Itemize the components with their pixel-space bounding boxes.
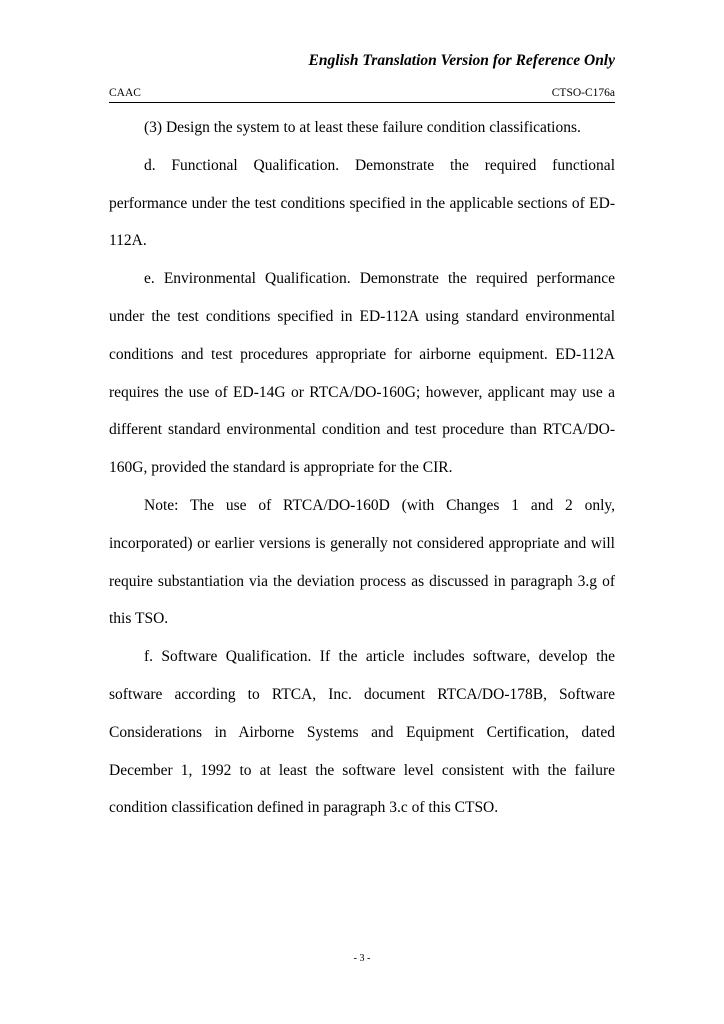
document-body <box>109 109 615 827</box>
page-header <box>109 85 615 103</box>
paragraph-software-qualification: f. Software Qualification. If the article includes software, develop the software according to RTCA, Inc. document RTCA/DO-178B, Software Considerations in Airborne Systems and Equipment Certification, dated December 1, 1992 to at least the software level consistent with the failure condition classification defined in paragraph 3.c of this CTSO. <box>109 648 615 817</box>
paragraph-design-system: (3) Design the system to at least these failure condition classifications. <box>144 119 581 136</box>
header-organization: CAAC <box>109 87 141 99</box>
header-document-id: CTSO-C176a <box>551 87 615 99</box>
page-number: - 3 - <box>353 953 371 964</box>
paragraph-note: Note: The use of RTCA/DO-160D (with Changes 1 and 2 only, incorporated) or earlier versions is generally not considered appropriate and will require substantiation via the deviation process as discussed in paragraph 3.g of this TSO. <box>109 496 615 628</box>
paragraph-functional-qualification: d. Functional Qualification. Demonstrate the required functional performance under the test conditions specified in the applicable sections of ED-112A. <box>109 156 615 250</box>
paragraph-environmental-qualification: e. Environmental Qualification. Demonstrate the required performance under the test conditions specified in ED-112A using standard environmental conditions and test procedures appropriate for airborne equipment. ED-112A requires the use of ED-14G or RTCA/DO-160G; however, applicant may use a different standard environmental condition and test procedure than RTCA/DO-160G, provided the standard is appropriate for the CIR. <box>109 270 615 477</box>
translation-banner: English Translation Version for Reference Only <box>308 52 615 69</box>
